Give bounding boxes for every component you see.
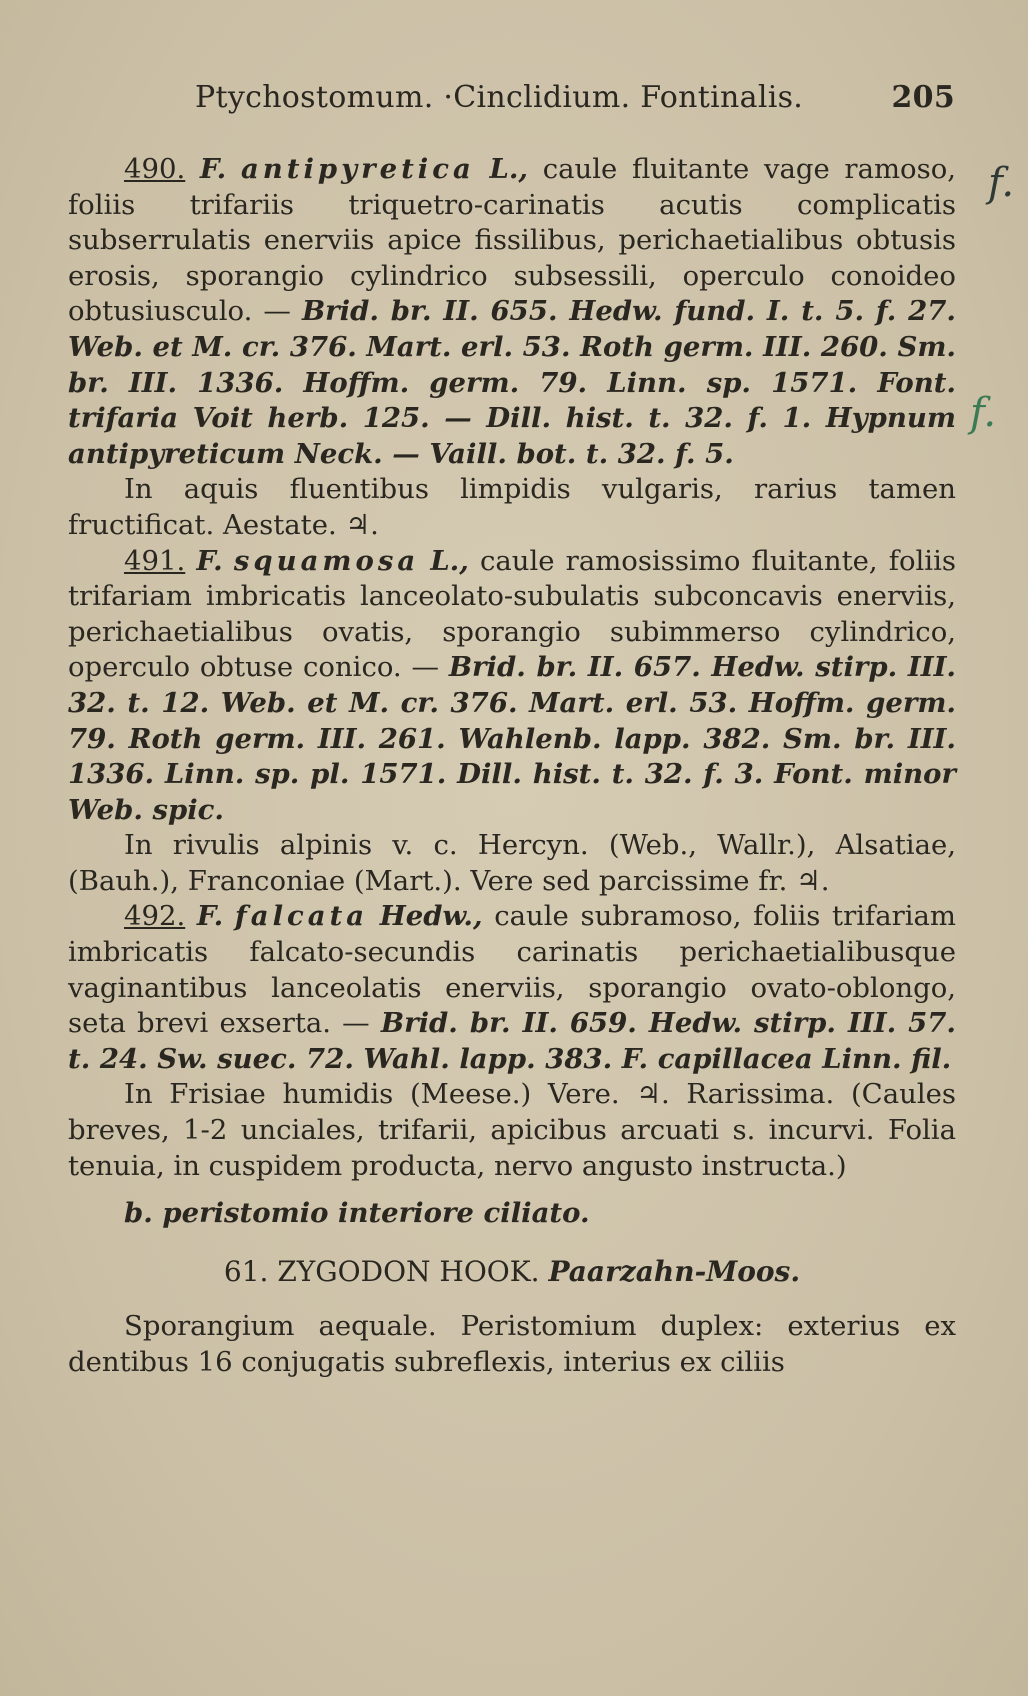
- description-text: caule fluitante vage ramoso, foliis trifariis triquetro-carinatis acutis complicatis subserrulatis enerviis apice fissilibus, perichaetialibus obtusis erosis, sporangio cylindrico subsessili, operculo conoideo obtusiusculo. —: [68, 153, 957, 328]
- genus-heading: [68, 1254, 956, 1290]
- entry-490-habitat: In aquis fluentibus limpidis vulgaris, rarius tamen fructificat. Aestate. ♃.: [68, 473, 956, 541]
- description-text: caule subramoso, foliis trifariam imbricatis falcato-secundis carinatis perichaetialibusque vaginantibus lanceolatis enerviis, sporangio ovato-oblongo, seta brevi exserta. —: [68, 900, 957, 1040]
- genus-title: 61. ZYGODON HOOK.: [223, 1254, 540, 1288]
- references-text: Brid. br. II. 657. Hedw. stirp. III. 32. t. 12. Web. et M. cr. 376. Mart. erl. 53. Hoffm. germ. 79. Roth germ. III. 261. Wahlenb. lapp. 382. Sm. br. III. 1336. Linn. sp. pl. 1571. Dill. hist. t. 32. f. 3. Font. minor Web. spic.: [68, 651, 957, 826]
- species-name: squamosa: [233, 544, 420, 577]
- genus-abbr: F.: [196, 544, 223, 577]
- genus-abbr: F.: [196, 900, 224, 933]
- running-header: [195, 80, 955, 120]
- main-text: [68, 152, 956, 1381]
- species-name: falcata: [234, 900, 369, 933]
- references-text: Brid. br. II. 655. Hedw. fund. I. t. 5. f. 27. Web. et M. cr. 376. Mart. erl. 53. Roth germ. III. 260. Sm. br. III. 1336. Hoffm. germ. 79. Linn. sp. 1571. Font. trifaria Voit herb. 125. — Dill. hist. t. 32. f. 1. Hypnum antipyreticum Neck. — Vaill. bot. t. 32. f. 5.: [68, 295, 957, 470]
- page-number: 205: [891, 80, 955, 115]
- entry-number: 490.: [124, 153, 186, 185]
- entry-491-description: [68, 544, 956, 829]
- entry-number: 491.: [124, 544, 186, 577]
- entry-number: 492.: [124, 900, 186, 933]
- species-author: L.,: [430, 544, 469, 577]
- subsection-heading: b. peristomio interiore ciliato.: [124, 1197, 590, 1230]
- genus-vernacular: Paarzahn-Moos.: [548, 1254, 801, 1288]
- species-author: L.,: [489, 153, 528, 185]
- entry-492-habitat: In Frisiae humidis (Meese.) Vere. ♃. Rarissima. (Caules breves, 1-2 unciales, trifarii, apicibus arcuati s. incurvi. Folia tenuia, in cuspidem producta, nervo angusto instructa.): [68, 1078, 956, 1182]
- references-text: Brid. br. II. 659. Hedw. stirp. III. 57. t. 24. Sw. suec. 72. Wahl. lapp. 383. F. capillacea Linn. fil.: [68, 1007, 956, 1075]
- entry-490-description: [68, 152, 956, 472]
- species-name: antipyretica: [240, 153, 475, 185]
- entry-491-habitat: In rivulis alpinis v. c. Hercyn. (Web., Wallr.), Alsatiae, (Bauh.), Franconiae (Mart.). Vere sed parcissime fr. ♃.: [68, 829, 956, 897]
- margin-note-green: f.: [970, 390, 997, 436]
- margin-note-pencil: f.: [988, 160, 1015, 206]
- genus-61-text: Sporangium aequale. Peristomium duplex: exterius ex dentibus 16 conjugatis subreflexis, interius ex ciliis: [68, 1310, 956, 1378]
- entry-492-description: [68, 899, 956, 1077]
- description-text: caule ramosissimo fluitante, foliis trifariam imbricatis lanceolato-subulatis subconcavis enerviis, perichaetialibus ovatis, sporangio subimmerso cylindrico, operculo obtuse conico. —: [68, 544, 957, 684]
- species-author: Hedw.,: [379, 900, 483, 933]
- genus-abbr: F.: [199, 153, 227, 185]
- running-title: Ptychostomum. ·Cinclidium. Fontinalis.: [195, 80, 804, 115]
